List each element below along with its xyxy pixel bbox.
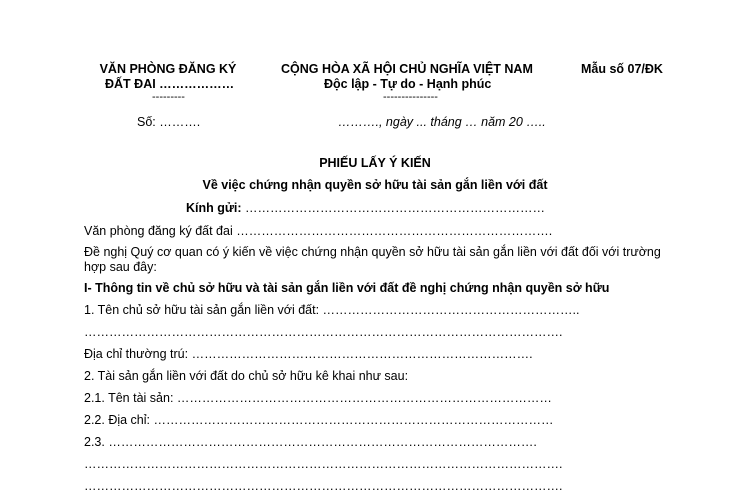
address-line: Địa chỉ thường trú: ………………………………………………………………………. [84, 347, 533, 361]
document-subtitle: Về việc chứng nhận quyền sở hữu tài sản gắn liền với đất [202, 178, 548, 192]
office-line: Văn phòng đăng ký đất đai …………………………………………………………………. [84, 224, 553, 238]
asset-item-2-3: 2.3. …………………………………………………………………………………………. [84, 435, 537, 449]
asset-address-line: 2.2. Địa chỉ: …………………………………………………………………………………… [84, 413, 554, 427]
blank-line: ……………………………………………………………………………………………………. [84, 479, 563, 493]
recipient-line [186, 201, 545, 215]
recipient-label: Kính gửi: [186, 201, 242, 215]
motto-divider: --------------- [383, 91, 438, 103]
recipient-placeholder: ……………………………………………………………… [241, 201, 546, 215]
agency-name: VĂN PHÒNG ĐĂNG KÝ [99, 62, 237, 76]
document-title: PHIẾU LẤY Ý KIẾN [319, 156, 431, 170]
nation-title: CỘNG HÒA XÃ HỘI CHỦ NGHĨA VIỆT NAM [281, 62, 533, 76]
document-date: ………., ngày ... tháng … năm 20 ….. [338, 115, 546, 129]
document-number: Số: ………. [137, 115, 201, 129]
section-1-title: I- Thông tin về chủ sở hữu và tài sản gắn liền với đất đề nghị chứng nhận quyền sở hữu [84, 281, 610, 295]
form-code: Mẫu số 07/ĐK [581, 62, 663, 76]
request-line-1: Đề nghị Quý cơ quan có ý kiến về việc chứng nhận quyền sở hữu tài sản gắn liền với đất đối với trường [84, 245, 661, 259]
asset-name-line: 2.1. Tên tài sản: ……………………………………………………………………………… [84, 391, 552, 405]
national-motto: Độc lập - Tự do - Hạnh phúc [324, 77, 492, 91]
request-line-2: hợp sau đây: [84, 260, 157, 274]
owner-name-continuation: ……………………………………………………………………………………………………. [84, 325, 563, 339]
agency-divider: --------- [152, 91, 185, 103]
agency-name-line2: ĐẤT ĐAI ……………… [105, 77, 235, 91]
blank-line: ……………………………………………………………………………………………………. [84, 457, 563, 471]
owner-name-line: 1. Tên chủ sở hữu tài sản gắn liền với đất: …………………………………………………….. [84, 303, 580, 317]
asset-heading: 2. Tài sản gắn liền với đất do chủ sở hữu kê khai như sau: [84, 369, 409, 383]
